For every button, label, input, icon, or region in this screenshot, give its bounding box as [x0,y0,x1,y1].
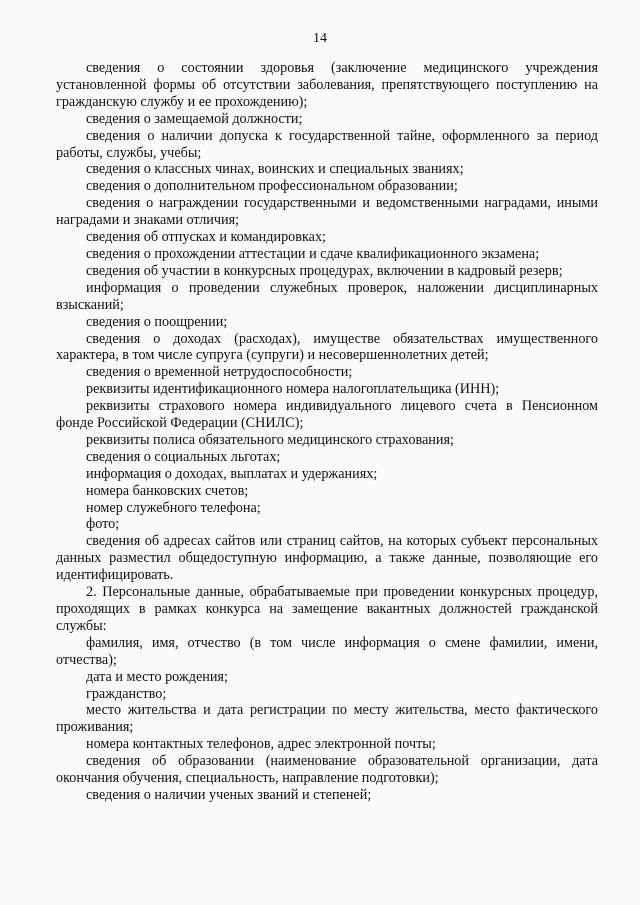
page-number: 14 [313,31,327,46]
list-item: реквизиты идентификационного номера налогоплательщика (ИНН); [86,381,500,398]
document-body [56,60,598,804]
list-item: информация о проведении служебных проверок, наложении дисциплинарных взысканий; [56,279,598,313]
list-item: фото; [86,516,120,533]
list-item: сведения о наличии ученых званий и степеней; [86,786,372,803]
list-item: номер служебного телефона; [86,499,261,516]
list-item: сведения о состоянии здоровья (заключение медицинского учреждения установленной формы об отсутствии заболевания, препятствующего поступлению на гражданскую службу и ее прохождению); [56,60,598,110]
list-item: сведения об отпусках и командировках; [86,229,326,246]
list-item: сведения о поощрении; [86,313,228,330]
list-item: сведения об образовании (наименование образовательной организации, дата окончания обучения, специальность, направление подготовки); [56,753,598,787]
list-item: реквизиты страхового номера индивидуального лицевого счета в Пенсионном фонде Российской Федерации (СНИЛС); [56,398,598,432]
list-item: сведения об участии в конкурсных процедурах, включении в кадровый резерв; [86,262,563,279]
list-item: дата и место рождения; [86,668,228,685]
list-item: реквизиты полиса обязательного медицинского страхования; [86,431,454,448]
list-item: сведения о доходах (расходах), имуществе обязательствах имущественного характера, в том числе супруга (супруги) и несовершеннолетних детей; [56,330,598,364]
list-item: номера контактных телефонов, адрес электронной почты; [86,736,436,753]
section-heading-paragraph: 2. Персональные данные, обрабатываемые при проведении конкурсных процедур, проходящих в рамках конкурса на замещение вакантных должностей гражданской службы: [56,584,598,634]
list-item: сведения об адресах сайтов или страниц сайтов, на которых субъект персональных данных разместил общедоступную информацию, а также данные, позволяющие его идентифицировать. [56,533,598,584]
list-item: гражданство; [86,685,167,702]
list-item: информация о доходах, выплатах и удержаниях; [86,465,378,482]
list-item: фамилия, имя, отчество (в том числе информация о смене фамилии, имени, отчества); [56,634,598,668]
list-item: сведения о замещаемой должности; [86,110,303,127]
list-item: сведения о награждении государственными и ведомственными наградами, иными наградами и знаками отличия; [56,195,598,229]
list-item: сведения о наличии допуска к государственной тайне, оформленного за период работы, службы, учебы; [56,127,598,161]
list-item: номера банковских счетов; [86,482,249,499]
list-item: сведения о социальных льготах; [86,448,281,465]
list-item: сведения о дополнительном профессиональном образовании; [86,178,458,195]
list-item: место жительства и дата регистрации по месту жительства, место фактического проживания; [56,702,598,736]
list-item: сведения о прохождении аттестации и сдаче квалификационного экзамена; [86,245,540,262]
list-item: сведения о временной нетрудоспособности; [86,364,353,381]
list-item: сведения о классных чинах, воинских и специальных званиях; [86,161,464,178]
